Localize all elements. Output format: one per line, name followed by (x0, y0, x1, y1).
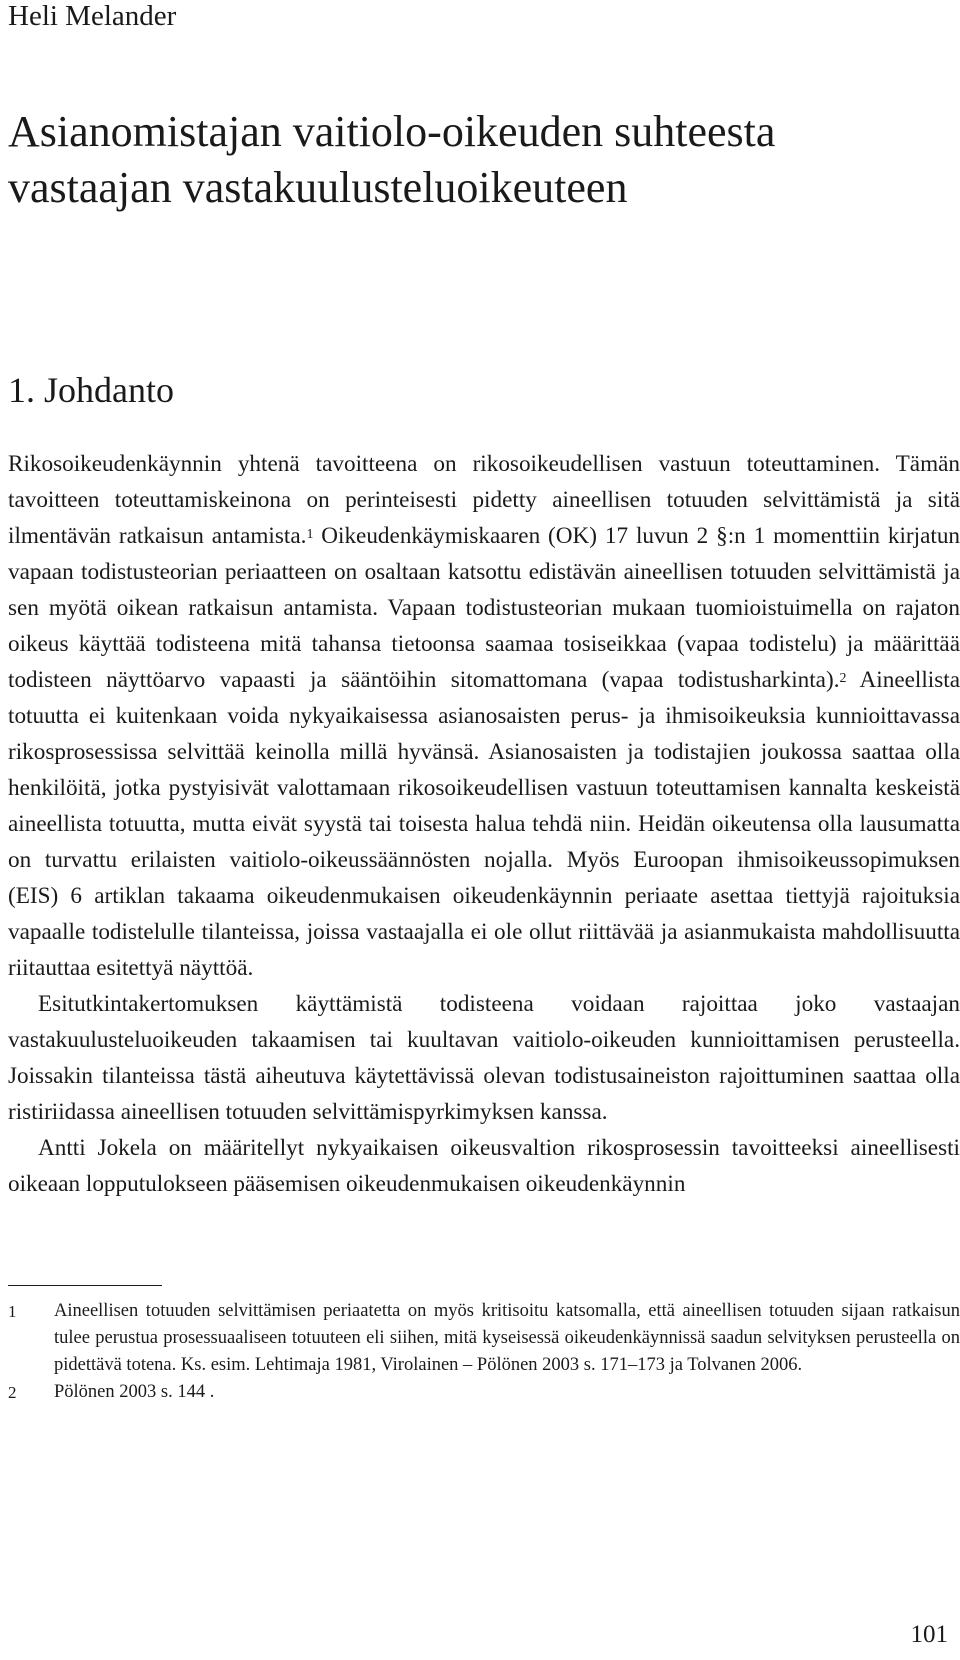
paragraph-1-part-b: Oikeudenkäymiskaaren (OK) 17 luvun 2 §:n 1 momenttiin kirjatun vapaan todistusteorian periaatteen on osaltaan katsottu edistävän aineellisen totuuden selvittämistä ja sen myötä oikean ratkaisun antamista. Vapaan todistusteorian mukaan tuomioistuimella on rajaton oikeus käyttää todisteena mitä tahansa tietoonsa saamaa tosiseikkaa (vapaa todistelu) ja määrittää todisteen näyttöarvo vapaasti ja sääntöihin sitomattomana (vapaa todistusharkinta). (8, 523, 960, 693)
article-title: Asianomistajan vaitiolo-oikeuden suhteesta vastaajan vastakuulusteluoikeuteen (8, 107, 776, 212)
page-number: 101 (910, 1621, 948, 1648)
paragraph-3: Antti Jokela on määritellyt nykyaikaisen oikeusvaltion rikosprosessin tavoitteeksi aineellisesti oikeaan lopputulokseen pääsemisen oikeudenmukaisen oikeudenkäynnin (8, 1135, 960, 1197)
footnote-1 (8, 1298, 960, 1379)
author-name: Heli Melander (8, 0, 177, 32)
paragraph-1 (8, 446, 960, 986)
body-text (8, 446, 960, 1202)
paragraph-2: Esitutkintakertomuksen käyttämistä todisteena voidaan rajoittaa joko vastaajan vastakuulusteluoikeuden takaamisen tai kuultavan vaitiolo-oikeuden kunnioittamisen perusteella. Joissakin tilanteissa tästä aiheutuva käytettävissä olevan todistusaineiston rajoittuminen saattaa olla ristiriidassa aineellisen totuuden selvittämispyrkimyksen kanssa. (8, 991, 960, 1125)
section-heading: 1. Johdanto (8, 370, 174, 410)
paragraph-1-part-a: Rikosoikeudenkäynnin yhtenä tavoitteena on rikosoikeudellisen vastuun toteuttaminen. Tämän tavoitteen toteuttamiskeinona on perinteisesti pidetty aineellisen totuuden selvittämistä ja sitä ilmentävän ratkaisun antamista. (8, 451, 960, 549)
footnote-divider (8, 1285, 162, 1286)
footnote-ref-1[interactable]: 1 (306, 527, 314, 543)
footnote-2 (8, 1379, 960, 1406)
footnote-ref-2[interactable]: 2 (839, 671, 847, 687)
footnote-number: 2 (8, 1383, 17, 1402)
footnotes (8, 1298, 960, 1406)
footnote-text: Pölönen 2003 s. 144 . (54, 1382, 215, 1402)
paragraph-1-part-c: Aineellista totuutta ei kuitenkaan voida nykyaikaisessa asianosaisten perus- ja ihmisoikeuksia kunnioittavassa rikosprosessissa selvittää keinolla millä hyvänsä. Asianosaisten ja todistajien joukossa saattaa olla henkilöitä, jotka pystyisivät valottamaan rikosoikeudellisen vastuun toteuttamisen kannalta keskeistä aineellista totuutta, mutta eivät syystä tai toisesta halua tehdä niin. Heidän oikeutensa olla lausumatta on turvattu erilaisten vaitiolo-oikeussäännösten nojalla. Myös Euroopan ihmisoikeussopimuksen (EIS) 6 artiklan takaama oikeudenmukaisen oikeudenkäynnin periaate asettaa tiettyjä rajoituksia vapaalle todistelulle tilanteissa, joissa vastaajalla ei ole ollut riittävää ja asianmukaista mahdollisuutta riitauttaa esitettyä näyttöä. (8, 667, 960, 981)
footnote-number: 1 (8, 1302, 17, 1321)
footnote-text: Aineellisen totuuden selvittämisen periaatetta on myös kritisoitu katsomalla, että aineellisen totuuden sijaan ratkaisun tulee perustua prosessuaaliseen totuuteen eli siihen, mitä kyseisessä oikeudenkäynnissä saadun selvityksen perusteella on pidettävä totena. Ks. esim. Lehtimaja 1981, Virolainen – Pölönen 2003 s. 171–173 ja Tolvanen 2006. (54, 1301, 960, 1375)
